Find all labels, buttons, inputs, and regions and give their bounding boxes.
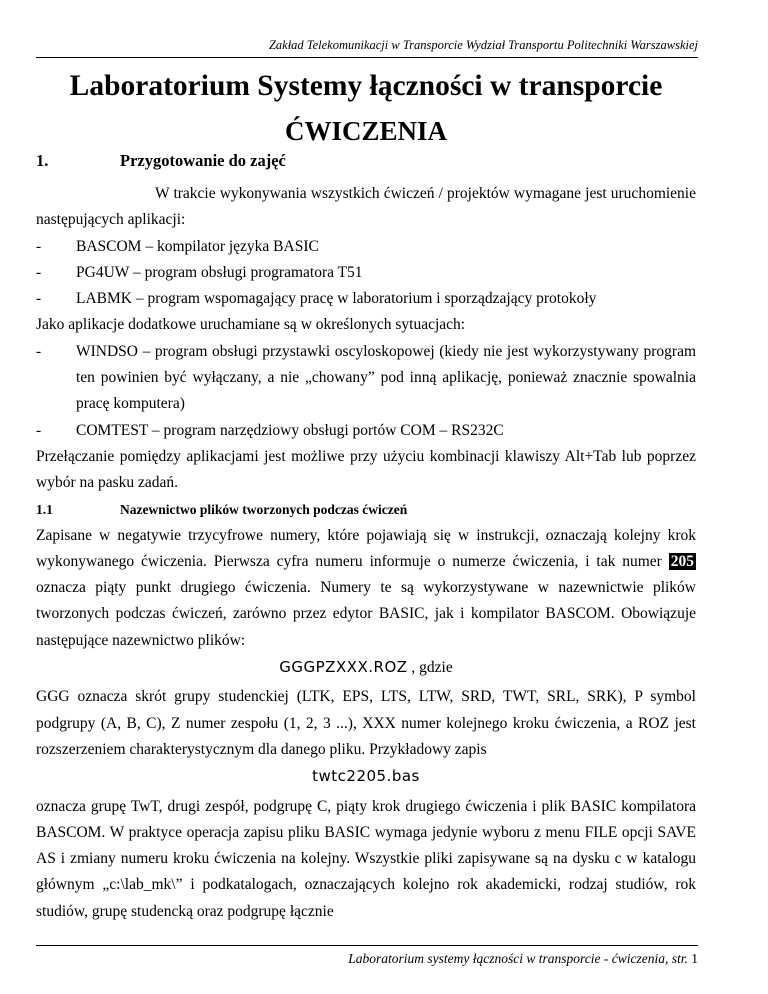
- page-footer: [36, 945, 698, 967]
- page-number: 1: [691, 951, 698, 966]
- app-item-bascom: BASCOM – kompilator języka BASIC: [76, 237, 319, 255]
- list-dash: -: [36, 290, 42, 308]
- app-item-windso: WINDSO – program obsługi przystawki oscyloskopowej (kiedy nie jest wykorzystywany program ten powinien być wyłączany, a nie „chowany” pod inną aplikację, ponieważ znacznie spowalnia pracę komputera): [76, 342, 696, 413]
- document-title: Laboratorium Systemy łączności w transporcie: [69, 70, 663, 102]
- list-dash: -: [36, 421, 42, 439]
- list-dash: -: [36, 237, 42, 255]
- naming-text-before: Zapisane w negatywie trzycyfrowe numery, które pojawiają się w instrukcji, oznaczają kolejny krok wykonywanego ćwiczenia. Pierwsza cyfra numeru informuje o numerze ćwiczenia, i tak numer: [36, 526, 696, 570]
- list-item: [36, 286, 696, 312]
- app-item-comtest: COMTEST – program narzędziowy obsługi portów COM – RS232C: [76, 421, 504, 439]
- example-explanation: oznacza grupę TwT, drugi zespół, podgrupę C, piąty krok drugiego ćwiczenia i plik BASIC kompilatora BASCOM. W praktyce operacja zapisu pliku BASIC wymaga jedynie wyboru z menu FILE opcji SAVE AS i zmiany numeru kroku ćwiczenia na kolejny. Wszystkie pliki zapisywane są na dysku c w katalogu głównym „c:\lab_mk\” i podkatalogach, oznaczających kolejno rok akademicki, rodzaj studiów, rok studiów, grupę studencką oraz podgrupę łącznie: [36, 797, 696, 920]
- section-1-1-heading: [36, 497, 696, 523]
- list-dash: -: [36, 263, 42, 281]
- example-filename-line: [36, 763, 696, 790]
- section-1-intro: W trakcie wykonywania wszystkich ćwiczeń / projektów wymagane jest uruchomienie następujących aplikacji:: [36, 185, 696, 229]
- app-item-pg4uw: PG4UW – program obsługi programatora T51: [76, 263, 363, 281]
- highlighted-step-number: 205: [670, 552, 694, 570]
- naming-explanation: GGG oznacza skrót grupy studenckiej (LTK, EPS, LTS, LTW, SRD, TWT, SRL, SRK), P symbol podgrupy (A, B, C), Z numer zespołu (1, 2, 3 ...), XXX numer kolejnego kroku ćwiczenia, a ROZ jest rozszerzeniem charakterystycznym dla danego pliku. Przykładowy zapis: [36, 688, 696, 758]
- list-item: [36, 339, 696, 418]
- switching-paragraph: Przełączanie pomiędzy aplikacjami jest możliwe przy użyciu kombinacji klawiszy Alt+Tab lub poprzez wybór na pasku zadań.: [36, 447, 696, 492]
- list-item: [36, 260, 696, 286]
- document-subtitle: ĆWICZENIA: [284, 116, 448, 146]
- footer-text: Laboratorium systemy łączności w transporcie - ćwiczenia, str.: [348, 951, 692, 966]
- list-item: [36, 234, 696, 260]
- filename-pattern: GGGPZXXX.ROZ: [279, 658, 408, 677]
- naming-text-after: oznacza piąty punkt drugiego ćwiczenia. Numery te są wykorzystywane w nazewnictwie plików tworzonych podczas ćwiczeń, zarówno przez edytor BASIC, jak i kompilator BASCOM. Obowiązuje następujące nazewnictwo plików:: [36, 579, 696, 649]
- section-1-title: Przygotowanie do zajęć: [120, 151, 286, 170]
- page-header: Zakład Telekomunikacji w Transporcie Wydział Transportu Politechniki Warszawskiej: [36, 38, 698, 58]
- additional-apps-intro: Jako aplikacje dodatkowe uruchamiane są w określonych sytuacjach:: [36, 316, 466, 334]
- section-1-1-title: Nazewnictwo plików tworzonych podczas ćwiczeń: [120, 501, 408, 517]
- filename-pattern-line: [36, 654, 696, 681]
- naming-paragraph: [36, 523, 696, 654]
- section-1-heading: [36, 149, 696, 173]
- section-1-number: 1.: [36, 151, 49, 170]
- app-item-labmk: LABMK – program wspomagający pracę w laboratorium i sporządzający protokoły: [76, 290, 597, 308]
- document-body: [36, 66, 696, 925]
- filename-pattern-suffix: , gdzie: [407, 659, 453, 677]
- list-dash: -: [36, 342, 42, 360]
- section-1-1-number: 1.1: [36, 501, 53, 517]
- list-item: [36, 418, 696, 444]
- example-filename: twtc2205.bas: [312, 767, 420, 786]
